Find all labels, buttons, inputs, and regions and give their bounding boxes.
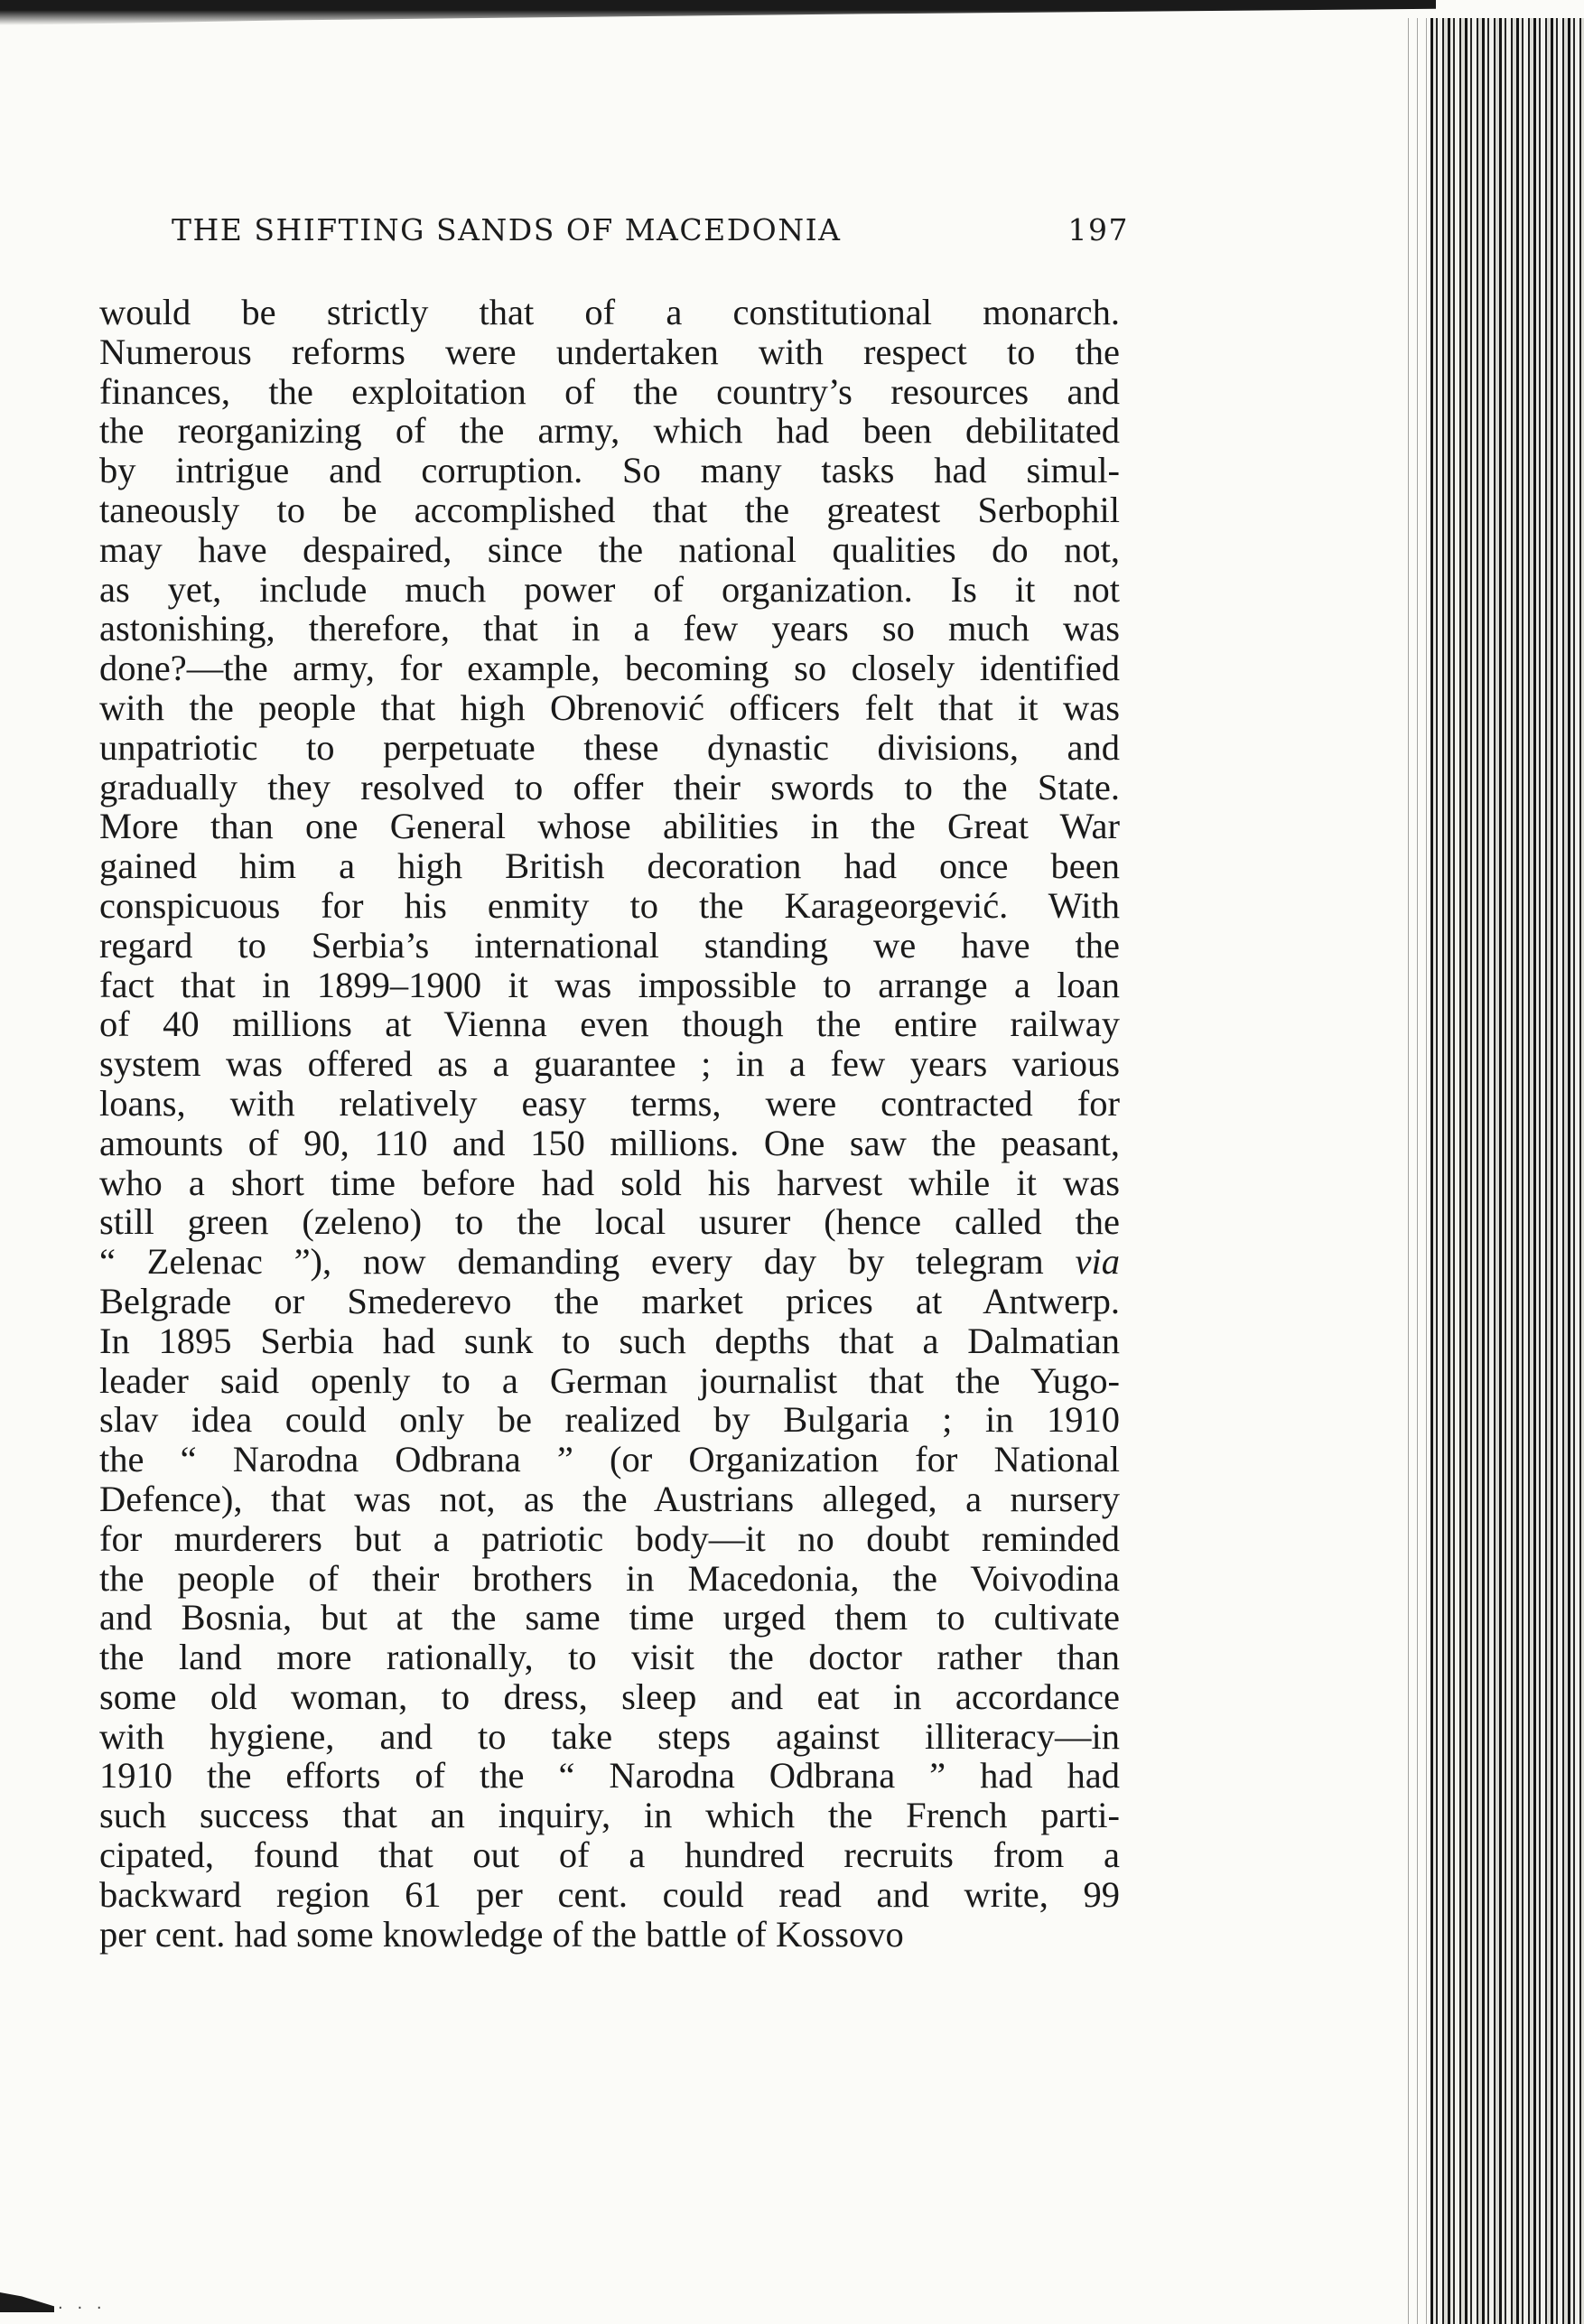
text-line: amounts of 90, 110 and 150 millions. One saw the peasant, bbox=[99, 1122, 1120, 1163]
text-line: may have despaired, since the national qualities do not, bbox=[99, 528, 1120, 570]
text-line: Belgrade or Smederevo the market prices at Antwerp. bbox=[99, 1280, 1120, 1321]
text-line: cipated, found that out of a hundred recruits from a bbox=[99, 1834, 1120, 1876]
text-line: 1910 the efforts of the “ Narodna Odbrana ” had had bbox=[99, 1755, 1120, 1797]
text-line: such success that an inquiry, in which the French parti- bbox=[99, 1795, 1120, 1836]
running-title: THE SHIFTING SANDS OF MACEDONIA bbox=[172, 212, 842, 247]
text-line: astonishing, therefore, that in a few years so much was bbox=[99, 608, 1120, 649]
text-line: some old woman, to dress, sleep and eat in accordance bbox=[99, 1675, 1120, 1717]
body-text bbox=[99, 293, 1120, 1954]
text-line: of 40 millions at Vienna even though the entire railway bbox=[99, 1003, 1120, 1045]
text-line: gained him a high British decoration had once been bbox=[99, 845, 1120, 887]
text-line: taneously to be accomplished that the greatest Serbophil bbox=[99, 489, 1120, 530]
text-line: leader said openly to a German journalist that the Yugo- bbox=[99, 1359, 1120, 1401]
text-line: regard to Serbia’s international standing we have the bbox=[99, 924, 1120, 966]
text-line: for murderers but a patriotic body—it no doubt reminded bbox=[99, 1517, 1120, 1559]
text-line: unpatriotic to perpetuate these dynastic divisions, and bbox=[99, 726, 1120, 768]
text-line: conspicuous for his enmity to the Karageorgević. With bbox=[99, 884, 1120, 926]
text-line: In 1895 Serbia had sunk to such depths that a Dalmatian bbox=[99, 1320, 1120, 1361]
text-line: Numerous reforms were undertaken with respect to the bbox=[99, 331, 1120, 372]
text-line: done?—the army, for example, becoming so closely identified bbox=[99, 648, 1120, 689]
text-line: with hygiene, and to take steps against illiteracy—in bbox=[99, 1715, 1120, 1757]
text-line: “ Zelenac ”), now demanding every day by telegram via bbox=[99, 1241, 1120, 1283]
page-number: 197 bbox=[1067, 212, 1129, 247]
italic-word: via bbox=[1075, 1241, 1120, 1283]
text-line: as yet, include much power of organization. Is it not bbox=[99, 568, 1120, 610]
text-line: slav idea could only be realized by Bulgaria ; in 1910 bbox=[99, 1399, 1120, 1441]
text-line: finances, the exploitation of the country’s resources and bbox=[99, 370, 1120, 412]
running-header bbox=[172, 212, 1129, 247]
text-line: the reorganizing of the army, which had been debilitated bbox=[99, 410, 1120, 452]
text-line: backward region 61 per cent. could read and write, 99 bbox=[99, 1873, 1120, 1915]
text-line: still green (zeleno) to the local usurer (hence called the bbox=[99, 1201, 1120, 1243]
scan-shadow-top bbox=[0, 0, 1436, 25]
text-line: gradually they resolved to offer their swords to the State. bbox=[99, 766, 1120, 807]
text-line: fact that in 1899–1900 it was impossible to arrange a loan bbox=[99, 964, 1120, 1005]
text-line: would be strictly that of a constitutional monarch. bbox=[99, 292, 1120, 332]
scan-corner-mark bbox=[0, 2292, 54, 2312]
text-line: loans, with relatively easy terms, were contracted for bbox=[99, 1082, 1120, 1124]
text-line: by intrigue and corruption. So many tasks had simul- bbox=[99, 450, 1120, 491]
text-line: system was offered as a guarantee ; in a few years various bbox=[99, 1043, 1120, 1085]
text-line: who a short time before had sold his harvest while it was bbox=[99, 1162, 1120, 1203]
text-line: per cent. had some knowledge of the battle of Kossovo bbox=[99, 1913, 904, 1955]
text-line: the land more rationally, to visit the doctor rather than bbox=[99, 1637, 1120, 1678]
text-line: with the people that high Obrenović officers felt that it was bbox=[99, 686, 1120, 728]
text-line: More than one General whose abilities in the Great War bbox=[99, 806, 1120, 847]
text-line: and Bosnia, but at the same time urged them to cultivate bbox=[99, 1597, 1120, 1638]
scan-corner-dots: · · · bbox=[58, 2299, 107, 2318]
text-line: the “ Narodna Odbrana ” (or Organization for National bbox=[99, 1439, 1120, 1480]
text-line: the people of their brothers in Macedonia, the Voivodina bbox=[99, 1557, 1120, 1599]
text-line: Defence), that was not, as the Austrians alleged, a nursery bbox=[99, 1478, 1120, 1519]
book-page-edges bbox=[1430, 18, 1584, 2324]
